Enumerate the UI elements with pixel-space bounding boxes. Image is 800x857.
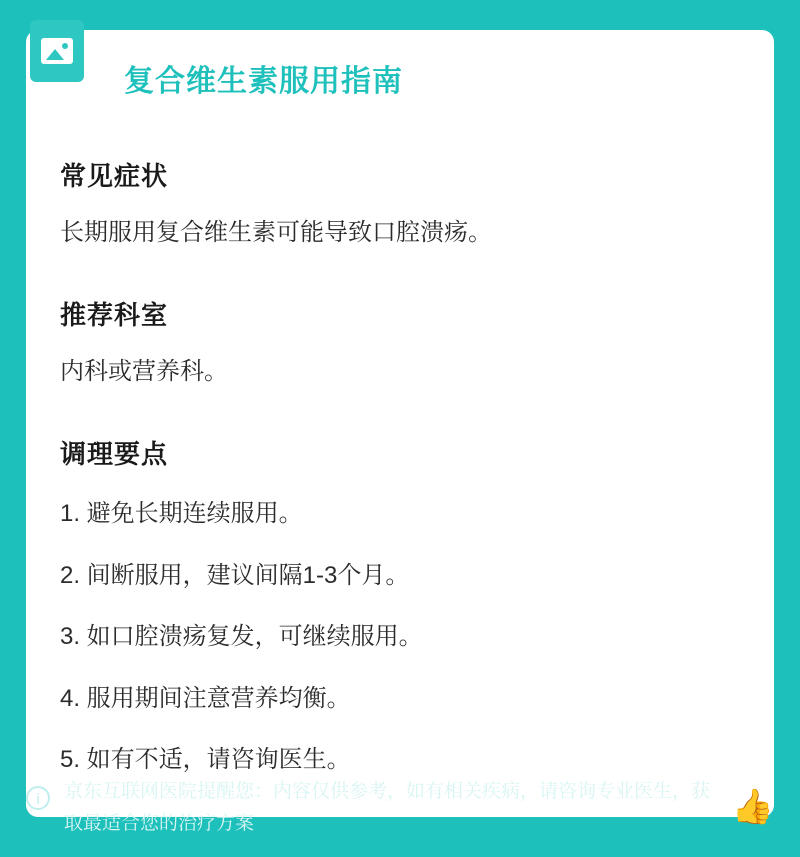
disclaimer-text: 京东互联网医院提醒您：内容仅供参考，如有相关疾病，请咨询专业医生，获取最适合您的治疗方案	[64, 781, 711, 834]
section-heading-department: 推荐科室	[60, 300, 169, 330]
footer-disclaimer	[26, 776, 774, 839]
section-heading-tips: 调理要点	[60, 439, 169, 469]
section-text-symptoms: 长期服用复合维生素可能导致口腔溃疡。	[60, 219, 492, 246]
section-text-department: 内科或营养科。	[60, 358, 228, 385]
info-icon: i	[26, 786, 50, 810]
tips-list	[58, 497, 742, 777]
list-item: 3. 如口腔溃疡复发，可继续服用。	[60, 623, 423, 651]
document-image-icon	[30, 20, 84, 82]
content-card	[26, 30, 774, 817]
list-item: 2. 间断服用，建议间隔1-3个月。	[60, 561, 410, 589]
image-glyph	[41, 38, 73, 64]
page-title: 复合维生素服用指南	[124, 65, 403, 98]
section-heading-symptoms: 常见症状	[60, 161, 169, 191]
list-item: 1. 避免长期连续服用。	[60, 500, 303, 527]
list-item: 5. 如有不适，请咨询医生。	[60, 746, 351, 774]
thumbs-up-icon: 👍	[731, 788, 774, 827]
list-item: 4. 服用期间注意营养均衡。	[60, 684, 351, 712]
